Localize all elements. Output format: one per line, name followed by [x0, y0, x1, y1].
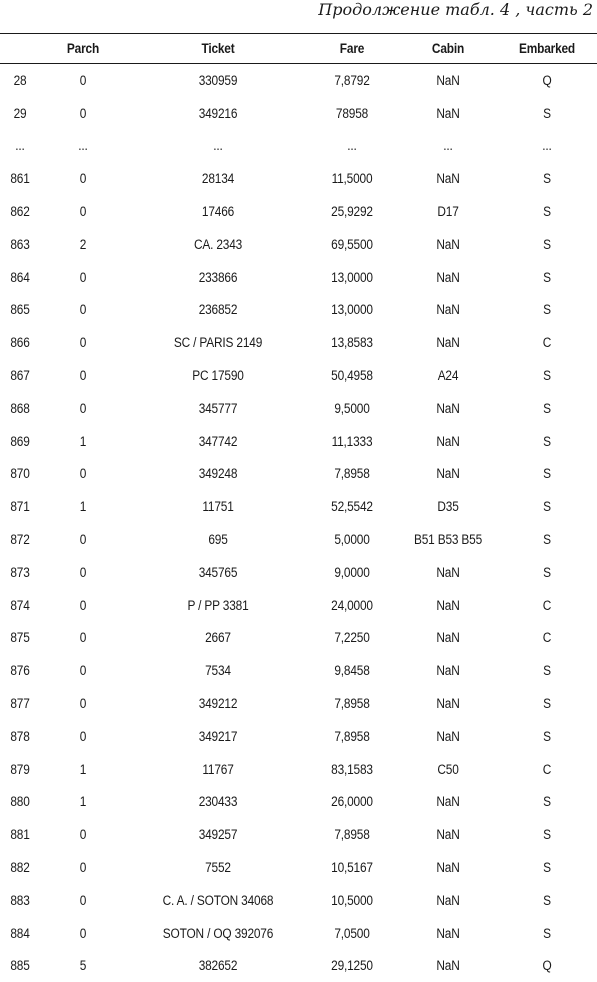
cell-parch: 0	[79, 827, 87, 843]
cell-ticket: 347742	[198, 433, 238, 449]
table-row	[0, 622, 597, 655]
cell-parch: 0	[79, 105, 87, 121]
table-row	[0, 195, 597, 228]
table-row	[0, 294, 597, 327]
cell-ticket: C. A. / SOTON 34068	[162, 892, 274, 908]
cell-fare: 26,0000	[331, 794, 373, 810]
cell-embarked: S	[543, 105, 551, 121]
cell-fare: 7,8958	[334, 696, 370, 712]
header-cabin: Cabin	[431, 41, 465, 56]
cell-cabin: C50	[437, 761, 459, 777]
cell-cabin: D17	[437, 204, 459, 220]
cell-index: 866	[10, 335, 30, 351]
cell-parch: 0	[79, 204, 87, 220]
cell-index: 873	[10, 564, 30, 580]
table-row	[0, 654, 597, 687]
cell-index: 869	[10, 433, 30, 449]
cell-cabin: NaN	[436, 564, 460, 580]
table-row	[0, 130, 597, 163]
cell-parch: 0	[79, 696, 87, 712]
cell-embarked: C	[542, 630, 552, 646]
table-row	[0, 884, 597, 917]
cell-parch: 0	[79, 892, 87, 908]
cell-embarked: C	[542, 335, 552, 351]
cell-cabin: NaN	[436, 466, 460, 482]
cell-ticket: 345777	[198, 400, 238, 416]
cell-cabin: A24	[437, 368, 459, 384]
cell-fare: 50,4958	[331, 368, 373, 384]
cell-index: 868	[10, 400, 30, 416]
cell-embarked: S	[543, 236, 551, 252]
cell-embarked: Q	[542, 72, 552, 88]
cell-cabin: NaN	[436, 827, 460, 843]
cell-index: 28	[13, 72, 27, 88]
cell-ticket: 230433	[198, 794, 238, 810]
cell-parch: 5	[79, 958, 87, 974]
cell-fare: 10,5000	[331, 892, 373, 908]
cell-embarked: S	[543, 860, 551, 876]
cell-fare: 5,0000	[334, 532, 370, 548]
table-row	[0, 950, 597, 982]
cell-cabin: NaN	[436, 630, 460, 646]
cell-index: ...	[15, 138, 25, 154]
table-row	[0, 917, 597, 950]
cell-ticket: P / PP 3381	[187, 597, 249, 613]
cell-ticket: 345765	[198, 564, 238, 580]
cell-ticket: 11767	[202, 761, 234, 777]
cell-fare: 13,8583	[331, 335, 373, 351]
cell-parch: ...	[78, 138, 88, 154]
cell-ticket: 382652	[198, 958, 238, 974]
table-caption: Продолжение табл. 4 , часть 2	[318, 0, 593, 19]
cell-ticket: 11751	[202, 499, 234, 515]
cell-ticket: ...	[213, 138, 223, 154]
cell-embarked: S	[543, 171, 551, 187]
header-ticket: Ticket	[201, 41, 235, 56]
cell-cabin: NaN	[436, 171, 460, 187]
cell-ticket: 695	[208, 532, 228, 548]
cell-ticket: 236852	[198, 302, 238, 318]
table-header	[0, 33, 597, 64]
cell-parch: 2	[79, 236, 87, 252]
cell-cabin: NaN	[436, 696, 460, 712]
cell-cabin: NaN	[436, 335, 460, 351]
cell-fare: 9,0000	[334, 564, 370, 580]
cell-embarked: S	[543, 696, 551, 712]
cell-embarked: S	[543, 532, 551, 548]
cell-embarked: S	[543, 269, 551, 285]
header-fare: Fare	[339, 41, 365, 56]
cell-index: 872	[10, 532, 30, 548]
table-row	[0, 687, 597, 720]
cell-ticket: SC / PARIS 2149	[173, 335, 263, 351]
cell-embarked: S	[543, 368, 551, 384]
cell-parch: 0	[79, 630, 87, 646]
cell-cabin: NaN	[436, 302, 460, 318]
table-row	[0, 64, 597, 97]
cell-index: 880	[10, 794, 30, 810]
cell-embarked: S	[543, 663, 551, 679]
cell-cabin: NaN	[436, 860, 460, 876]
cell-embarked: S	[543, 564, 551, 580]
cell-cabin: NaN	[436, 597, 460, 613]
cell-parch: 0	[79, 532, 87, 548]
cell-embarked: C	[542, 597, 552, 613]
cell-fare: 13,0000	[331, 269, 373, 285]
cell-fare: 24,0000	[331, 597, 373, 613]
cell-parch: 0	[79, 400, 87, 416]
cell-index: 883	[10, 892, 30, 908]
table-row	[0, 359, 597, 392]
cell-parch: 0	[79, 925, 87, 941]
table-row	[0, 786, 597, 819]
cell-fare: 10,5167	[331, 860, 373, 876]
cell-index: 879	[10, 761, 30, 777]
cell-index: 29	[13, 105, 27, 121]
cell-embarked: Q	[542, 958, 552, 974]
cell-index: 877	[10, 696, 30, 712]
cell-ticket: 330959	[198, 72, 238, 88]
cell-index: 870	[10, 466, 30, 482]
cell-parch: 1	[79, 499, 87, 515]
cell-cabin: NaN	[436, 433, 460, 449]
cell-fare: 7,8958	[334, 728, 370, 744]
cell-parch: 0	[79, 564, 87, 580]
data-table	[0, 33, 597, 982]
cell-fare: 11,5000	[331, 171, 373, 187]
table-row	[0, 523, 597, 556]
cell-embarked: S	[543, 400, 551, 416]
cell-parch: 0	[79, 335, 87, 351]
cell-index: 884	[10, 925, 30, 941]
cell-ticket: 349248	[198, 466, 238, 482]
table-row	[0, 97, 597, 130]
cell-ticket: SOTON / OQ 392076	[162, 925, 274, 941]
cell-fare: 11,1333	[331, 433, 373, 449]
cell-embarked: S	[543, 925, 551, 941]
cell-fare: 7,2250	[334, 630, 370, 646]
cell-ticket: 28134	[201, 171, 235, 187]
cell-index: 876	[10, 663, 30, 679]
cell-index: 874	[10, 597, 30, 613]
cell-fare: ...	[347, 138, 357, 154]
cell-ticket: 349217	[198, 728, 238, 744]
cell-fare: 29,1250	[331, 958, 373, 974]
table-row	[0, 392, 597, 425]
cell-parch: 0	[79, 368, 87, 384]
cell-index: 871	[10, 499, 30, 515]
cell-ticket: 7534	[205, 663, 231, 679]
table-row	[0, 261, 597, 294]
cell-cabin: NaN	[436, 72, 460, 88]
cell-index: 882	[10, 860, 30, 876]
cell-index: 863	[10, 236, 30, 252]
cell-cabin: NaN	[436, 925, 460, 941]
cell-cabin: B51 B53 B55	[413, 532, 483, 548]
cell-cabin: NaN	[436, 794, 460, 810]
cell-parch: 1	[79, 433, 87, 449]
cell-ticket: 349216	[198, 105, 238, 121]
table-row	[0, 818, 597, 851]
cell-index: 862	[10, 204, 30, 220]
table-row	[0, 326, 597, 359]
cell-parch: 0	[79, 269, 87, 285]
cell-cabin: NaN	[436, 105, 460, 121]
cell-parch: 0	[79, 466, 87, 482]
header-index	[2, 34, 37, 63]
cell-cabin: NaN	[436, 728, 460, 744]
cell-cabin: NaN	[436, 663, 460, 679]
cell-embarked: S	[543, 892, 551, 908]
cell-fare: 9,5000	[334, 400, 370, 416]
cell-embarked: S	[543, 433, 551, 449]
cell-parch: 0	[79, 663, 87, 679]
cell-fare: 7,8792	[334, 72, 370, 88]
cell-parch: 0	[79, 728, 87, 744]
cell-fare: 13,0000	[331, 302, 373, 318]
cell-ticket: CA. 2343	[193, 236, 243, 252]
cell-index: 864	[10, 269, 30, 285]
cell-index: 881	[10, 827, 30, 843]
table-row	[0, 162, 597, 195]
cell-cabin: NaN	[436, 400, 460, 416]
cell-fare: 7,8958	[334, 466, 370, 482]
table-row	[0, 753, 597, 786]
cell-parch: 1	[79, 794, 87, 810]
cell-embarked: C	[542, 761, 552, 777]
cell-cabin: NaN	[436, 269, 460, 285]
cell-ticket: 2667	[205, 630, 231, 646]
table-row	[0, 425, 597, 458]
cell-embarked: S	[543, 794, 551, 810]
cell-parch: 0	[79, 302, 87, 318]
header-embarked: Embarked	[518, 41, 576, 56]
cell-embarked: ...	[542, 138, 552, 154]
cell-cabin: ...	[443, 138, 453, 154]
cell-fare: 7,8958	[334, 827, 370, 843]
cell-ticket: 349212	[198, 696, 238, 712]
table-row	[0, 458, 597, 491]
table-body	[0, 64, 597, 982]
table-row	[0, 720, 597, 753]
cell-embarked: S	[543, 466, 551, 482]
cell-parch: 1	[79, 761, 87, 777]
cell-ticket: 349257	[198, 827, 238, 843]
cell-parch: 0	[79, 72, 87, 88]
cell-parch: 0	[79, 860, 87, 876]
cell-index: 867	[10, 368, 30, 384]
table-row	[0, 589, 597, 622]
cell-index: 861	[10, 171, 30, 187]
cell-ticket: 7552	[205, 860, 231, 876]
cell-cabin: D35	[437, 499, 459, 515]
cell-ticket: PC 17590	[192, 368, 244, 384]
cell-fare: 78958	[335, 105, 369, 121]
cell-fare: 69,5500	[331, 236, 373, 252]
table-row	[0, 851, 597, 884]
cell-fare: 83,1583	[331, 761, 373, 777]
cell-parch: 0	[79, 171, 87, 187]
cell-cabin: NaN	[436, 958, 460, 974]
header-parch: Parch	[66, 41, 100, 56]
cell-embarked: S	[543, 728, 551, 744]
cell-cabin: NaN	[436, 892, 460, 908]
cell-index: 865	[10, 302, 30, 318]
cell-index: 885	[10, 958, 30, 974]
cell-embarked: S	[543, 827, 551, 843]
cell-fare: 25,9292	[331, 204, 373, 220]
cell-parch: 0	[79, 597, 87, 613]
cell-ticket: 17466	[201, 204, 235, 220]
cell-fare: 7,0500	[334, 925, 370, 941]
cell-ticket: 233866	[198, 269, 238, 285]
cell-fare: 52,5542	[331, 499, 373, 515]
cell-fare: 9,8458	[334, 663, 370, 679]
cell-embarked: S	[543, 499, 551, 515]
cell-index: 875	[10, 630, 30, 646]
cell-embarked: S	[543, 204, 551, 220]
cell-cabin: NaN	[436, 236, 460, 252]
cell-index: 878	[10, 728, 30, 744]
table-row	[0, 490, 597, 523]
cell-embarked: S	[543, 302, 551, 318]
table-row	[0, 556, 597, 589]
table-row	[0, 228, 597, 261]
